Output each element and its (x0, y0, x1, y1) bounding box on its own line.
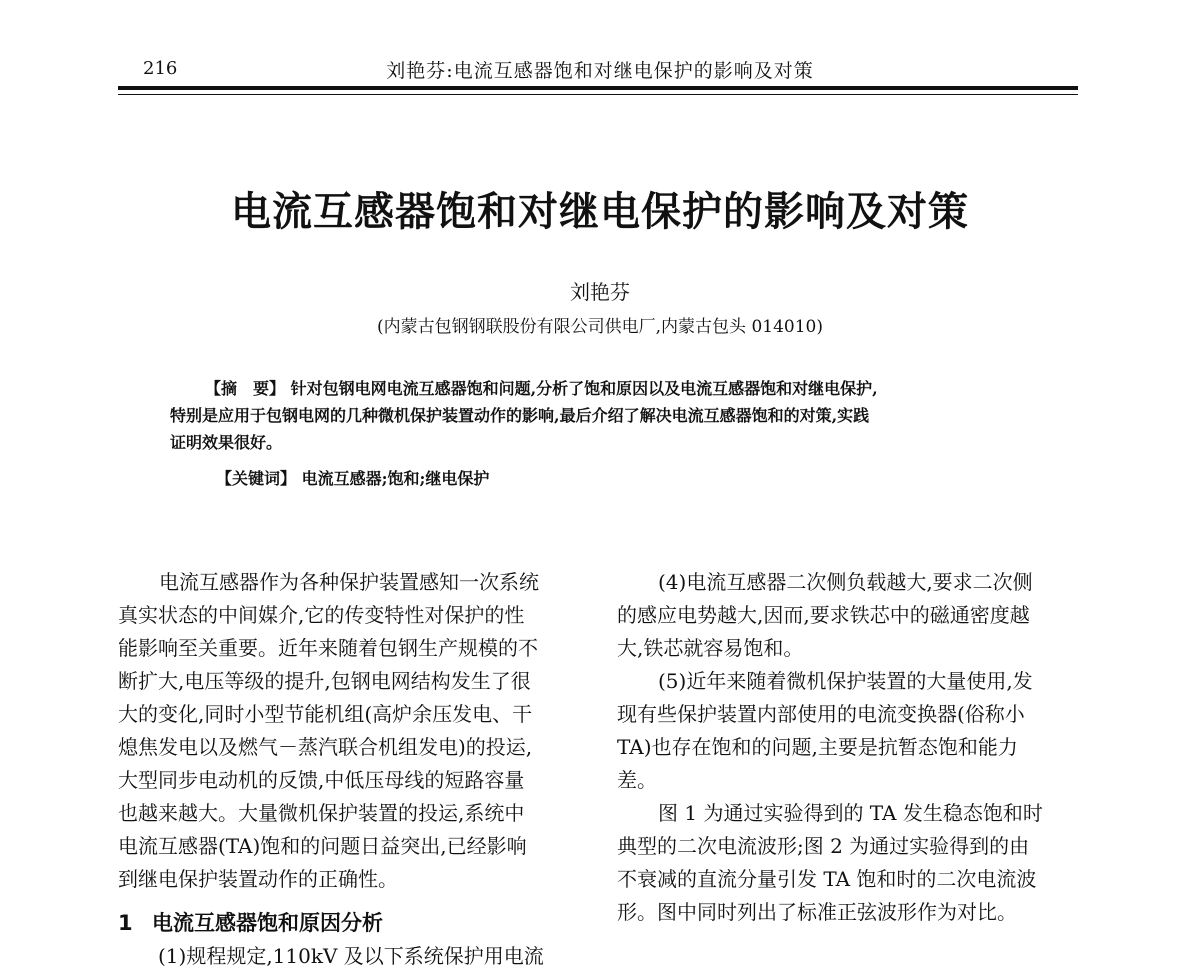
section-number: 1 (118, 911, 133, 935)
body-line: 电流互感器(TA)饱和的问题日益突出,已经影响 (118, 834, 527, 858)
body-line: 到继电保护装置动作的正确性。 (118, 867, 398, 891)
keywords-text: 电流互感器;饱和;继电保护 (301, 469, 490, 488)
body-line: 电流互感器作为各种保护装置感知一次系统 (159, 570, 539, 594)
page-number: 216 (143, 58, 178, 79)
section-title: 电流互感器饱和原因分析 (152, 911, 383, 935)
body-line: TA)也存在饱和的问题,主要是抗暂态饱和能力 (617, 735, 1018, 759)
body-line: 断扩大,电压等级的提升,包钢电网结构发生了很 (118, 669, 531, 693)
body-line: 熄焦发电以及燃气－蒸汽联合机组发电)的投运, (118, 735, 533, 759)
body-line: (4)电流互感器二次侧负载越大,要求二次侧 (658, 570, 1033, 594)
body-line: 不衰减的直流分量引发 TA 饱和时的二次电流波 (617, 867, 1037, 891)
paper-title: 电流互感器饱和对继电保护的影响及对策 (231, 188, 969, 235)
body-line: 差。 (617, 768, 657, 792)
body-line: 大型同步电动机的反馈,中低压母线的短路容量 (118, 768, 525, 792)
header-rule-thick (118, 86, 1078, 90)
abstract-line: 特别是应用于包钢电网的几种微机保护装置动作的影响,最后介绍了解决电流互感器饱和的对策,实践 (170, 406, 870, 425)
body-line: 大,铁芯就容易饱和。 (617, 636, 804, 660)
body-line: 图 1 为通过实验得到的 TA 发生稳态饱和时 (658, 801, 1043, 825)
body-line: 现有些保护装置内部使用的电流变换器(俗称小 (617, 702, 1025, 726)
body-column-right (617, 566, 1079, 929)
author-name: 刘艳芬 (570, 280, 630, 304)
body-line: 能影响至关重要。近年来随着包钢生产规模的不 (118, 636, 538, 660)
body-line: 典型的二次电流波形;图 2 为通过实验得到的由 (617, 834, 1030, 858)
keywords-label: 【关键词】 (215, 469, 296, 488)
body-line: 形。图中同时列出了标准正弦波形作为对比。 (617, 900, 1017, 924)
body-line: 的感应电势越大,因而,要求铁芯中的磁通密度越 (617, 603, 1030, 627)
body-line-cutoff: (1)规程规定,110kV 及以下系统保护用电流 (158, 944, 544, 968)
body-line: 大的变化,同时小型节能机组(高炉余压发电、干 (118, 702, 533, 726)
keywords (170, 466, 489, 489)
body-column-left (118, 566, 580, 896)
header-rule-thin (118, 94, 1078, 95)
body-line: 真实状态的中间媒介,它的传变特性对保护的性 (118, 603, 525, 627)
abstract-line: 证明效果很好。 (170, 433, 283, 452)
author-affiliation: (内蒙古包钢钢联股份有限公司供电厂,内蒙古包头 014010) (377, 317, 823, 337)
abstract-line: 【摘 要】 针对包钢电网电流互感器饱和问题,分析了饱和原因以及电流互感器饱和对继电保护, (170, 375, 1015, 402)
body-line: (5)近年来随着微机保护装置的大量使用,发 (658, 669, 1033, 693)
body-line: 也越来越大。大量微机保护装置的投运,系统中 (118, 801, 525, 825)
running-header: 刘艳芬:电流互感器饱和对继电保护的影响及对策 (386, 60, 814, 82)
abstract (170, 375, 1015, 456)
section-heading (118, 907, 383, 937)
abstract-label: 【摘 要】 (204, 379, 285, 398)
